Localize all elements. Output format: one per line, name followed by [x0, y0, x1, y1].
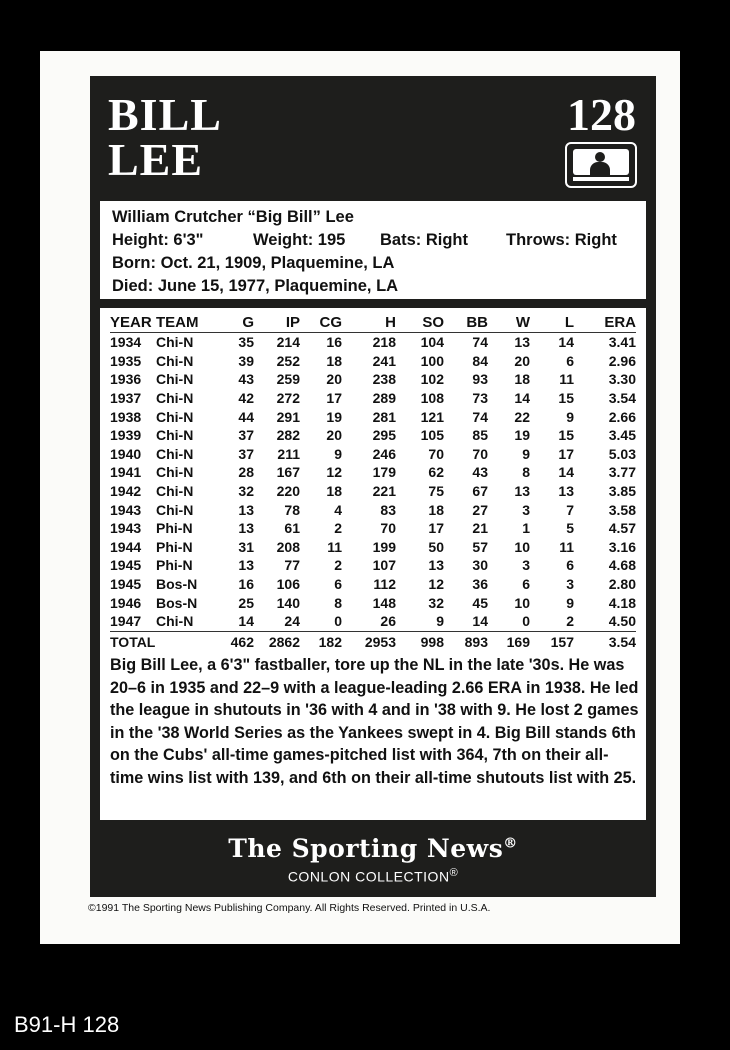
- stats-cell: Chi-N: [156, 390, 194, 407]
- stats-cell: 37: [238, 445, 254, 462]
- stats-total-cell: 3.54: [574, 631, 636, 653]
- stats-cell: 3.16: [608, 538, 636, 555]
- stats-cell: 4.50: [608, 613, 636, 630]
- stats-cell: 252: [276, 352, 300, 369]
- stats-cell: 13: [514, 483, 530, 500]
- stats-cell: 1945: [110, 557, 142, 574]
- stats-total-cell: 998: [396, 631, 444, 653]
- stats-header-h: H: [342, 312, 396, 333]
- stats-cell: 42: [238, 390, 254, 407]
- stats-cell: 19: [326, 408, 342, 425]
- stats-cell: 112: [373, 576, 396, 593]
- stats-row: [110, 426, 636, 445]
- player-first-name: BILL: [108, 89, 222, 140]
- stats-cell: 1947: [110, 613, 142, 630]
- stats-cell: 75: [428, 483, 444, 500]
- stats-total-cell: 182: [300, 631, 342, 653]
- stats-cell: 78: [284, 501, 300, 518]
- stats-cell: Chi-N: [156, 445, 194, 462]
- copyright-line: ©1991 The Sporting News Publishing Company. All Rights Reserved. Printed in U.S.A.: [88, 902, 491, 914]
- stats-row: [110, 575, 636, 594]
- stats-cell: 74: [472, 334, 488, 351]
- stats-cell: 67: [472, 483, 488, 500]
- stats-header-era: ERA: [574, 312, 636, 333]
- stats-cell: 246: [372, 445, 396, 462]
- stats-header-ip: IP: [254, 312, 300, 333]
- stats-header-g: G: [216, 312, 254, 333]
- stats-cell: 11: [559, 371, 574, 388]
- stats-cell: 1939: [110, 427, 142, 444]
- stats-cell: 18: [428, 501, 444, 518]
- stats-total-cell: 2862: [254, 631, 300, 653]
- stats-cell: 25: [238, 594, 254, 611]
- stats-cell: 14: [472, 613, 488, 630]
- stats-cell: 140: [276, 594, 300, 611]
- stats-cell: 6: [566, 557, 574, 574]
- card-panel: [90, 76, 656, 897]
- stats-cell: 11: [559, 538, 574, 555]
- stats-row: [110, 352, 636, 371]
- brand-subtitle-mark: ®: [449, 867, 459, 879]
- stats-cell: 62: [428, 464, 444, 481]
- stats-row: [110, 500, 636, 519]
- stats-cell: 61: [284, 520, 300, 537]
- stats-cell: Chi-N: [156, 464, 194, 481]
- stats-cell: 14: [558, 464, 574, 481]
- bio-born: Born: Oct. 21, 1909, Plaquemine, LA: [112, 254, 395, 272]
- brand-title: The Sporting News: [228, 834, 504, 863]
- stats-cell: 2: [334, 520, 342, 537]
- stats-cell: 17: [326, 390, 342, 407]
- stats-cell: 57: [472, 538, 488, 555]
- stats-cell: 17: [558, 445, 574, 462]
- stats-header-l: L: [530, 312, 574, 333]
- stats-cell: 4: [334, 501, 342, 518]
- stats-cell: 70: [380, 520, 396, 537]
- stats-cell: 7: [566, 501, 574, 518]
- player-last-name: LEE: [108, 134, 204, 185]
- stats-cell: 289: [372, 390, 396, 407]
- sporting-news-logo: [90, 834, 656, 863]
- stats-cell: 9: [522, 445, 530, 462]
- stats-cell: 241: [372, 352, 396, 369]
- stats-cell: 221: [372, 483, 396, 500]
- stats-cell: 43: [238, 371, 254, 388]
- stats-cell: 208: [276, 538, 300, 555]
- stats-cell: 3.58: [608, 501, 636, 518]
- stats-row: [110, 612, 636, 631]
- stats-cell: 30: [472, 557, 488, 574]
- stats-cell: 6: [522, 576, 530, 593]
- stats-cell: 291: [276, 408, 300, 425]
- stats-cell: 32: [238, 483, 254, 500]
- stats-cell: 1: [522, 520, 530, 537]
- bio-height: Height: 6'3": [112, 231, 204, 249]
- stats-cell: 13: [428, 557, 444, 574]
- stats-cell: 74: [472, 408, 488, 425]
- stats-cell: 238: [372, 371, 396, 388]
- stats-cell: Chi-N: [156, 408, 194, 425]
- stats-cell: 44: [238, 408, 254, 425]
- stats-row: [110, 556, 636, 575]
- stats-cell: 12: [326, 464, 342, 481]
- stats-cell: 13: [514, 334, 530, 351]
- stats-cell: 148: [372, 594, 396, 611]
- stats-cell: 179: [372, 464, 396, 481]
- stats-cell: Chi-N: [156, 352, 194, 369]
- stats-row: [110, 407, 636, 426]
- stats-cell: 1941: [110, 464, 142, 481]
- stats-cell: 0: [522, 613, 530, 630]
- stats-cell: 14: [514, 390, 530, 407]
- stats-cell: 121: [420, 408, 444, 425]
- stats-cell: 1946: [110, 594, 142, 611]
- stats-header-cg: CG: [300, 312, 342, 333]
- stats-cell: 1938: [110, 408, 142, 425]
- stats-cell: 220: [276, 483, 300, 500]
- stats-cell: Chi-N: [156, 501, 194, 518]
- stats-cell: 214: [276, 334, 300, 351]
- stats-row: [110, 482, 636, 501]
- stats-cell: 32: [428, 594, 444, 611]
- stats-cell: 24: [284, 613, 300, 630]
- stats-cell: 45: [472, 594, 488, 611]
- stats-cell: 3.41: [608, 334, 636, 351]
- stats-cell: 13: [238, 501, 254, 518]
- stats-row: [110, 538, 636, 557]
- brand-subtitle: CONLON COLLECTION: [287, 868, 450, 885]
- player-name: [108, 89, 222, 185]
- stats-cell: 14: [238, 613, 254, 630]
- stats-cell: 39: [238, 352, 254, 369]
- stats-cell: 21: [472, 520, 488, 537]
- stats-header-bb: BB: [444, 312, 488, 333]
- stats-cell: 9: [334, 445, 342, 462]
- stats-total-cell: [156, 631, 216, 653]
- stats-cell: 1944: [110, 538, 142, 555]
- stats-cell: 93: [472, 371, 488, 388]
- stats-cell: 31: [238, 538, 254, 555]
- stats-cell: 295: [372, 427, 396, 444]
- stats-cell: Bos-N: [156, 576, 198, 593]
- stats-cell: Phi-N: [156, 538, 193, 555]
- stats-cell: 0: [334, 613, 342, 630]
- stats-cell: 15: [558, 427, 574, 444]
- stats-cell: 1945: [110, 576, 142, 593]
- stats-cell: 218: [372, 334, 396, 351]
- stats-cell: 104: [420, 334, 444, 351]
- stats-cell: Chi-N: [156, 483, 194, 500]
- stats-cell: 100: [420, 352, 444, 369]
- mlb-logo-icon: [565, 142, 637, 188]
- bio-throws: Throws: Right: [506, 231, 617, 249]
- career-blurb: Big Bill Lee, a 6'3" fastballer, tore up the NL in the late '30s. He was 20–6 in 1935 and 22–9 with a league-leading 2.66 ERA in 1938. He led the league in shutouts in '36 with 4 and in '38 with 9. He lost 2 games in the '38 World Series as the Yankees swept in 4. Big Bill stands 6th on the Cubs' all-time games-pitched list with 364, 7th on their all-time wins list with 139, and 6th on their all-time shutouts list with 25.: [110, 656, 639, 787]
- scan-label: B91-H 128: [14, 1012, 120, 1037]
- stats-cell: 105: [420, 427, 444, 444]
- stats-row: [110, 370, 636, 389]
- stats-cell: 13: [238, 557, 254, 574]
- stats-cell: 28: [238, 464, 254, 481]
- stats-cell: 1942: [110, 483, 142, 500]
- stats-cell: Chi-N: [156, 334, 194, 351]
- stats-cell: 4.68: [608, 557, 636, 574]
- stats-cell: 3.45: [608, 427, 636, 444]
- stats-header-year: YEAR: [110, 312, 156, 333]
- stats-total-cell: 2953: [342, 631, 396, 653]
- stats-cell: 108: [420, 390, 444, 407]
- stats-cell: 73: [472, 390, 488, 407]
- stats-cell: 19: [514, 427, 530, 444]
- stats-cell: 13: [558, 483, 574, 500]
- stats-header-row: [110, 312, 636, 333]
- stats-cell: 3.30: [608, 371, 636, 388]
- stats-cell: 16: [238, 576, 254, 593]
- stats-cell: 50: [428, 538, 444, 555]
- stats-cell: 3.54: [608, 390, 636, 407]
- stats-cell: 20: [514, 352, 530, 369]
- stats-table: [110, 312, 636, 653]
- brand-title-mark: ®: [503, 835, 518, 852]
- stats-cell: 3.77: [608, 464, 636, 481]
- stats-cell: 8: [334, 594, 342, 611]
- stats-cell: 8: [522, 464, 530, 481]
- stats-row: [110, 389, 636, 408]
- stats-cell: 18: [326, 483, 342, 500]
- stats-cell: 11: [327, 538, 342, 555]
- stats-cell: 1935: [110, 352, 142, 369]
- stats-cell: Bos-N: [156, 594, 198, 611]
- stats-row: [110, 593, 636, 612]
- stats-cell: 77: [284, 557, 300, 574]
- stats-cell: 85: [472, 427, 488, 444]
- stats-cell: 6: [566, 352, 574, 369]
- stats-cell: 18: [514, 371, 530, 388]
- brand-footer: [90, 834, 656, 885]
- stats-cell: 5.03: [608, 445, 636, 462]
- stats-cell: 2.80: [608, 576, 636, 593]
- stats-cell: 83: [380, 501, 396, 518]
- stats-cell: 18: [326, 352, 342, 369]
- stats-cell: 282: [276, 427, 300, 444]
- stats-cell: Chi-N: [156, 613, 194, 630]
- stats-cell: 20: [326, 427, 342, 444]
- stats-cell: 10: [514, 538, 530, 555]
- stats-section: [100, 308, 646, 820]
- stats-cell: 43: [472, 464, 488, 481]
- stats-cell: 1936: [110, 371, 142, 388]
- stats-cell: Chi-N: [156, 371, 194, 388]
- stats-cell: 36: [472, 576, 488, 593]
- stats-total-cell: TOTAL: [110, 631, 156, 653]
- stats-cell: 9: [566, 408, 574, 425]
- stats-cell: 199: [372, 538, 396, 555]
- stats-body: [110, 333, 636, 653]
- stats-cell: 70: [428, 445, 444, 462]
- stats-cell: 3.85: [608, 483, 636, 500]
- stats-cell: 35: [238, 334, 254, 351]
- stats-cell: 259: [276, 371, 300, 388]
- stats-cell: 2.96: [608, 352, 636, 369]
- stats-cell: 37: [238, 427, 254, 444]
- stats-cell: 3: [522, 557, 530, 574]
- stats-cell: Phi-N: [156, 557, 193, 574]
- stats-total-row: [110, 631, 636, 653]
- stats-cell: 2: [566, 613, 574, 630]
- stats-cell: 107: [372, 557, 396, 574]
- stats-row: [110, 445, 636, 464]
- bio-died: Died: June 15, 1977, Plaquemine, LA: [112, 277, 399, 295]
- stats-row: [110, 519, 636, 538]
- bio-weight: Weight: 195: [253, 231, 346, 249]
- stats-cell: 16: [326, 334, 342, 351]
- stats-header-so: SO: [396, 312, 444, 333]
- stats-cell: 9: [566, 594, 574, 611]
- stats-cell: 13: [238, 520, 254, 537]
- stats-cell: 9: [436, 613, 444, 630]
- stats-total-cell: 169: [488, 631, 530, 653]
- stats-cell: 10: [514, 594, 530, 611]
- stats-header-team: TEAM: [156, 312, 216, 333]
- stats-cell: 1943: [110, 501, 142, 518]
- stats-cell: 2: [334, 557, 342, 574]
- stats-cell: 1937: [110, 390, 142, 407]
- stats-total-cell: 893: [444, 631, 488, 653]
- baseball-card-back: [40, 51, 680, 944]
- stats-header-w: W: [488, 312, 530, 333]
- stats-cell: 6: [334, 576, 342, 593]
- stats-cell: Phi-N: [156, 520, 193, 537]
- stats-cell: 1934: [110, 334, 142, 351]
- stats-cell: 84: [472, 352, 488, 369]
- stats-cell: 1940: [110, 445, 142, 462]
- bio-bats: Bats: Right: [380, 231, 468, 249]
- stats-cell: 3: [566, 576, 574, 593]
- stats-total-cell: 462: [216, 631, 254, 653]
- stats-cell: 272: [276, 390, 300, 407]
- stats-cell: 15: [558, 390, 574, 407]
- player-bio: [100, 201, 646, 299]
- stats-cell: 26: [380, 613, 396, 630]
- card-number: 128: [567, 89, 636, 140]
- stats-cell: 4.57: [608, 520, 636, 537]
- stats-cell: Chi-N: [156, 427, 194, 444]
- stats-cell: 4.18: [608, 594, 636, 611]
- stats-cell: 17: [428, 520, 444, 537]
- stats-row: [110, 463, 636, 482]
- stats-cell: 281: [372, 408, 396, 425]
- stats-cell: 12: [428, 576, 444, 593]
- stats-total-cell: 157: [530, 631, 574, 653]
- stats-cell: 3: [522, 501, 530, 518]
- stats-cell: 27: [472, 501, 488, 518]
- stats-cell: 14: [558, 334, 574, 351]
- stats-cell: 106: [276, 576, 300, 593]
- stats-cell: 22: [514, 408, 530, 425]
- stats-cell: 1943: [110, 520, 142, 537]
- bio-full-name: William Crutcher “Big Bill” Lee: [112, 208, 354, 226]
- stats-cell: 5: [566, 520, 574, 537]
- brand-subtitle-line: [90, 867, 656, 885]
- stats-cell: 167: [276, 464, 300, 481]
- stats-cell: 20: [326, 371, 342, 388]
- stats-row: [110, 333, 636, 352]
- stats-cell: 211: [277, 445, 300, 462]
- stats-cell: 2.66: [608, 408, 636, 425]
- stats-cell: 102: [420, 371, 444, 388]
- stats-cell: 70: [472, 445, 488, 462]
